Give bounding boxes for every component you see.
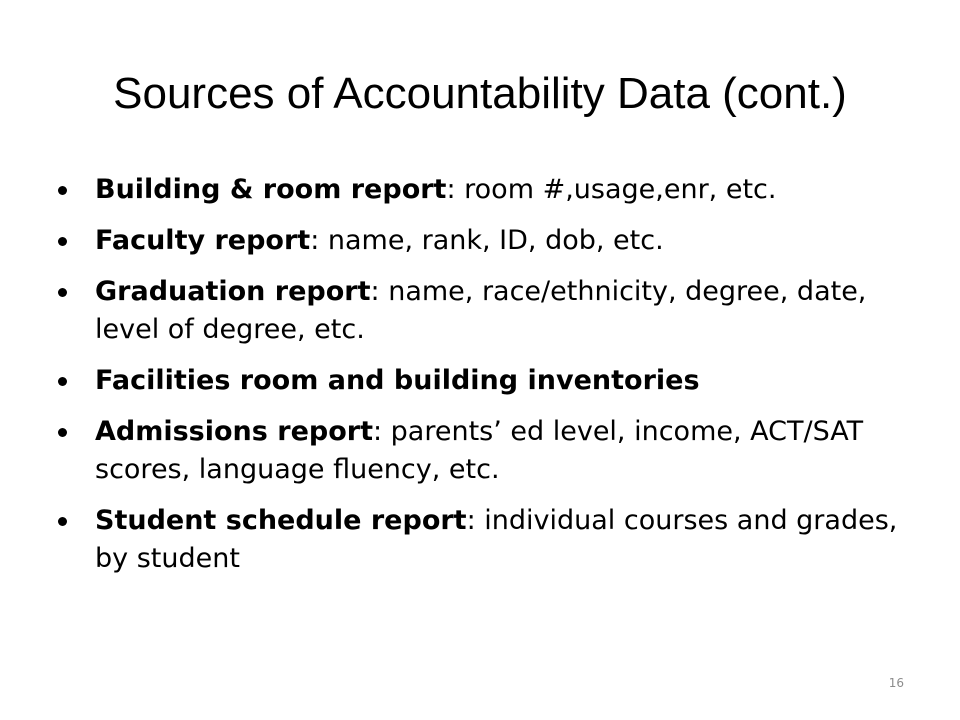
bullet-description: : parents’ ed level, income, ACT/SAT scores, language fluency, etc. [95, 416, 864, 485]
bullet-term: Admissions report [95, 416, 373, 447]
bullet-dot-icon [58, 517, 67, 526]
bullet-description: : name, rank, ID, dob, etc. [310, 225, 664, 256]
bullet-term: Building & room report [95, 174, 447, 205]
bullet-term: Graduation report [95, 276, 371, 307]
bullet-dot-icon [58, 377, 67, 386]
bullet-description: : name, race/ethnicity, degree, date, level of degree, etc. [95, 276, 867, 345]
bullet-text [95, 362, 898, 400]
bullet-dot-icon [58, 186, 67, 195]
slide-title: Sources of Accountability Data (cont.) [113, 69, 847, 118]
bullet-item [58, 222, 898, 260]
bullet-description: : individual courses and grades, by student [95, 505, 898, 574]
bullet-term: Faculty report [95, 225, 311, 256]
bullet-text [95, 413, 898, 489]
page-number: 16 [888, 676, 904, 690]
bullet-item [58, 171, 898, 209]
bullet-list [58, 171, 898, 591]
bullet-item [58, 273, 898, 349]
bullet-term: Student schedule report [95, 505, 467, 536]
bullet-dot-icon [58, 237, 67, 246]
bullet-description: : room #,usage,enr, etc. [446, 174, 777, 205]
bullet-dot-icon [58, 428, 67, 437]
bullet-item [58, 362, 898, 400]
bullet-text [95, 502, 898, 578]
bullet-term: Facilities room and building inventories [95, 365, 700, 396]
bullet-text [95, 222, 898, 260]
bullet-dot-icon [58, 288, 67, 297]
bullet-item [58, 413, 898, 489]
bullet-text [95, 171, 898, 209]
bullet-item [58, 502, 898, 578]
bullet-text [95, 273, 898, 349]
